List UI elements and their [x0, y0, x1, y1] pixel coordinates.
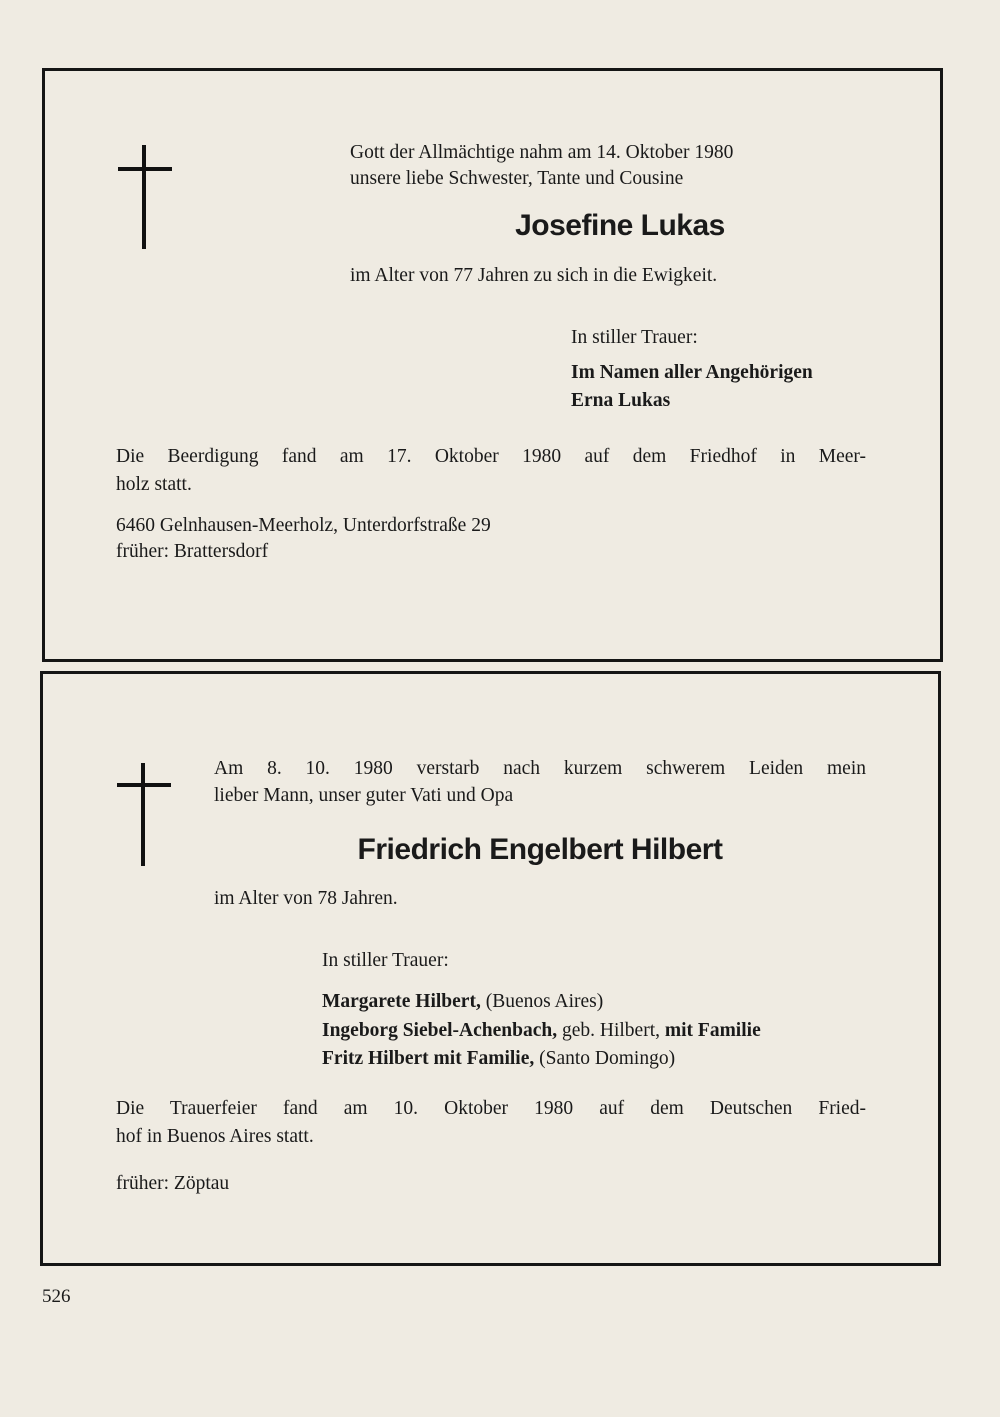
mourner: Erna Lukas — [571, 390, 671, 411]
mourning-label: In stiller Trauer: — [322, 950, 449, 971]
mourning-label: In stiller Trauer: — [571, 327, 698, 348]
mourner-note: (Buenos Aires) — [480, 991, 604, 1012]
mourner — [322, 990, 603, 1014]
deceased-name: Josefine Lukas — [515, 209, 725, 242]
intro-line: unsere liebe Schwester, Tante und Cousine — [350, 168, 684, 189]
age-line: im Alter von 78 Jahren. — [214, 888, 398, 909]
mourner-note: geb. Hilbert, — [557, 1020, 665, 1041]
address-line: früher: Brattersdorf — [116, 541, 269, 562]
funeral-line: hof in Buenos Aires statt. — [116, 1126, 314, 1147]
address-line: früher: Zöptau — [116, 1173, 230, 1194]
cross-icon — [118, 145, 172, 249]
age-line: im Alter von 77 Jahren zu sich in die Ewigkeit. — [350, 265, 718, 286]
deceased-name: Friedrich Engelbert Hilbert — [357, 833, 723, 866]
mourner-name: Fritz Hilbert mit Familie, — [322, 1048, 535, 1069]
funeral-line: Die Trauerfeier fand am 10. Oktober 1980 auf dem Deutschen Fried- — [116, 1098, 866, 1119]
page-number: 526 — [42, 1286, 71, 1307]
intro-line: lieber Mann, unser guter Vati und Opa — [214, 785, 514, 806]
mourner: Im Namen aller Angehörigen — [571, 362, 813, 383]
intro-line: Am 8. 10. 1980 verstarb nach kurzem schwerem Leiden mein — [214, 758, 866, 779]
mourner-note: (Santo Domingo) — [534, 1048, 676, 1069]
mourner — [322, 1047, 675, 1071]
cross-icon — [117, 763, 171, 866]
mourner-name: Margarete Hilbert, — [322, 991, 481, 1012]
funeral-line: holz statt. — [116, 474, 192, 495]
intro-line: Gott der Allmächtige nahm am 14. Oktober 1980 — [350, 142, 734, 163]
mourner-name: Ingeborg Siebel-Achenbach, — [322, 1020, 558, 1041]
address-line: 6460 Gelnhausen-Meerholz, Unterdorfstraße 29 — [116, 515, 491, 536]
mourner-family: mit Familie — [664, 1020, 761, 1041]
mourner — [322, 1019, 761, 1043]
funeral-line: Die Beerdigung fand am 17. Oktober 1980 auf dem Friedhof in Meer- — [116, 446, 866, 467]
